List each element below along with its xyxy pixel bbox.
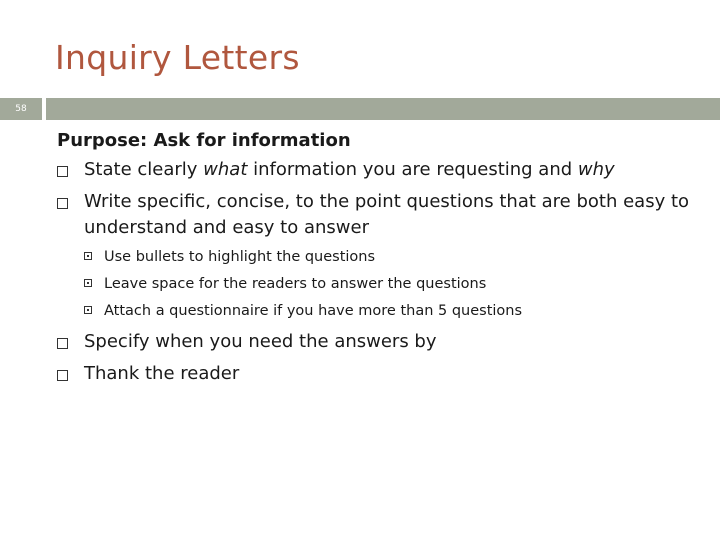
sub-list-item-text: Attach a questionnaire if you have more than 5 questions [104,303,523,319]
list-item [57,329,697,355]
sub-list-item [84,247,697,267]
list-item [57,361,697,387]
purpose-heading: Purpose: Ask for information [57,130,351,151]
slide-number: 58 [15,104,27,114]
sub-list-item-text: Use bullets to highlight the questions [104,249,376,265]
list-item-text: Thank the reader [84,363,240,384]
list-item [57,189,697,241]
sub-list-item-text: Leave space for the readers to answer the questions [104,276,487,292]
list-item-text: Specify when you need the answers by [84,331,437,352]
square-bullet-icon [57,370,68,381]
slide-content [57,130,697,393]
sub-list-item [84,301,697,321]
list-item [57,157,697,183]
filled-square-bullet-icon [84,306,92,314]
slide-title: Inquiry Letters [55,38,300,77]
list-item-text: Write specific, concise, to the point questions that are both easy to understand and easy to answer [84,191,690,238]
sub-list [57,247,697,321]
filled-square-bullet-icon [84,252,92,260]
square-bullet-icon [57,198,68,209]
list-item-text: State clearly what information you are requesting and why [84,159,615,180]
filled-square-bullet-icon [84,279,92,287]
square-bullet-icon [57,338,68,349]
header-divider-bar [46,98,720,120]
square-bullet-icon [57,166,68,177]
sub-list-item [84,274,697,294]
